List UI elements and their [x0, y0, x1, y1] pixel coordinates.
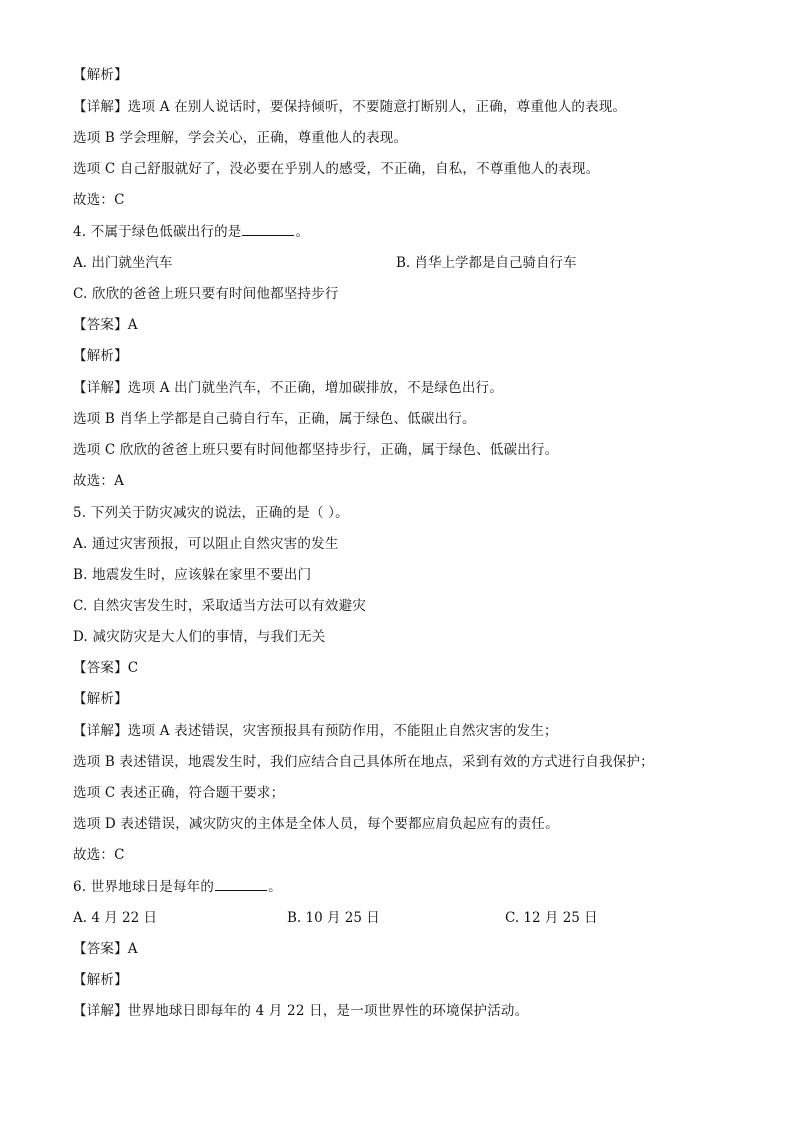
selection-line: 故选：C [73, 847, 125, 863]
analysis-heading: 【解析】 [73, 691, 128, 707]
detail-line: 选项 B 学会理解，学会关心，正确，尊重他人的表现。 [73, 130, 408, 146]
question-6-text: 6. 世界地球日是每年的 [73, 879, 215, 895]
detail-line: 选项 C 表述正确，符合题干要求； [73, 785, 285, 801]
question-6-stem [73, 878, 282, 896]
question-6-answer: 【答案】A [73, 941, 138, 957]
analysis-heading: 【解析】 [73, 972, 128, 988]
question-5-stem: 5. 下列关于防灾减灾的说法，正确的是（ ）。 [73, 505, 349, 521]
detail-line: 选项 C 欣欣的爸爸上班只要有时间他都坚持步行，正确，属于绿色、低碳出行。 [73, 442, 559, 458]
question-5-option-b: B. 地震发生时，应该躲在家里不要出门 [73, 567, 312, 583]
answer-blank [215, 878, 267, 891]
question-6-option-a: A. 4 月 22 日 [73, 910, 157, 926]
answer-blank [242, 223, 294, 236]
detail-line: 【详解】选项 A 在别人说话时，要保持倾听，不要随意打断别人，正确，尊重他人的表现。 [73, 99, 627, 115]
question-4-end: 。 [295, 224, 310, 240]
question-5-option-a: A. 通过灾害预报，可以阻止自然灾害的发生 [73, 536, 339, 552]
question-4-text: 4. 不属于绿色低碳出行的是 [73, 224, 242, 240]
analysis-heading: 【解析】 [73, 67, 128, 83]
question-5-option-c: C. 自然灾害发生时，采取适当方法可以有效避灾 [73, 598, 367, 614]
question-5-answer: 【答案】C [73, 660, 139, 676]
question-4-stem [73, 223, 309, 241]
detail-line: 选项 C 自己舒服就好了，没必要在乎别人的感受，不正确，自私，不尊重他人的表现。 [73, 161, 600, 177]
question-6-option-b: B. 10 月 25 日 [287, 910, 380, 926]
selection-line: 故选：C [73, 192, 125, 208]
detail-line: 【详解】选项 A 表述错误，灾害预报具有预防作用，不能阻止自然灾害的发生； [73, 723, 558, 739]
detail-line: 选项 B 表述错误，地震发生时，我们应结合自己具体所在地点，采到有效的方式进行自我保护； [73, 754, 654, 770]
question-4-option-a: A. 出门就坐汽车 [73, 255, 173, 271]
question-4-option-b: B. 肖华上学都是自己骑自行车 [396, 255, 577, 271]
question-6-option-c: C. 12 月 25 日 [505, 910, 598, 926]
detail-line: 【详解】选项 A 出门就坐汽车，不正确，增加碳排放，不是绿色出行。 [73, 380, 503, 396]
selection-line: 故选：A [73, 473, 125, 489]
question-4-option-c: C. 欣欣的爸爸上班只要有时间他都坚持步行 [73, 286, 339, 302]
detail-line: 【详解】世界地球日即每年的 4 月 22 日，是一项世界性的环境保护活动。 [73, 1003, 529, 1019]
question-5-option-d: D. 减灾防灾是大人们的事情，与我们无关 [73, 629, 326, 645]
analysis-heading: 【解析】 [73, 348, 128, 364]
detail-line: 选项 B 肖华上学都是自己骑自行车，正确，属于绿色、低碳出行。 [73, 411, 476, 427]
detail-line: 选项 D 表述错误，减灾防灾的主体是全体人员，每个要都应肩负起应有的责任。 [73, 816, 559, 832]
question-4-answer: 【答案】A [73, 317, 138, 333]
question-6-end: 。 [268, 879, 282, 895]
